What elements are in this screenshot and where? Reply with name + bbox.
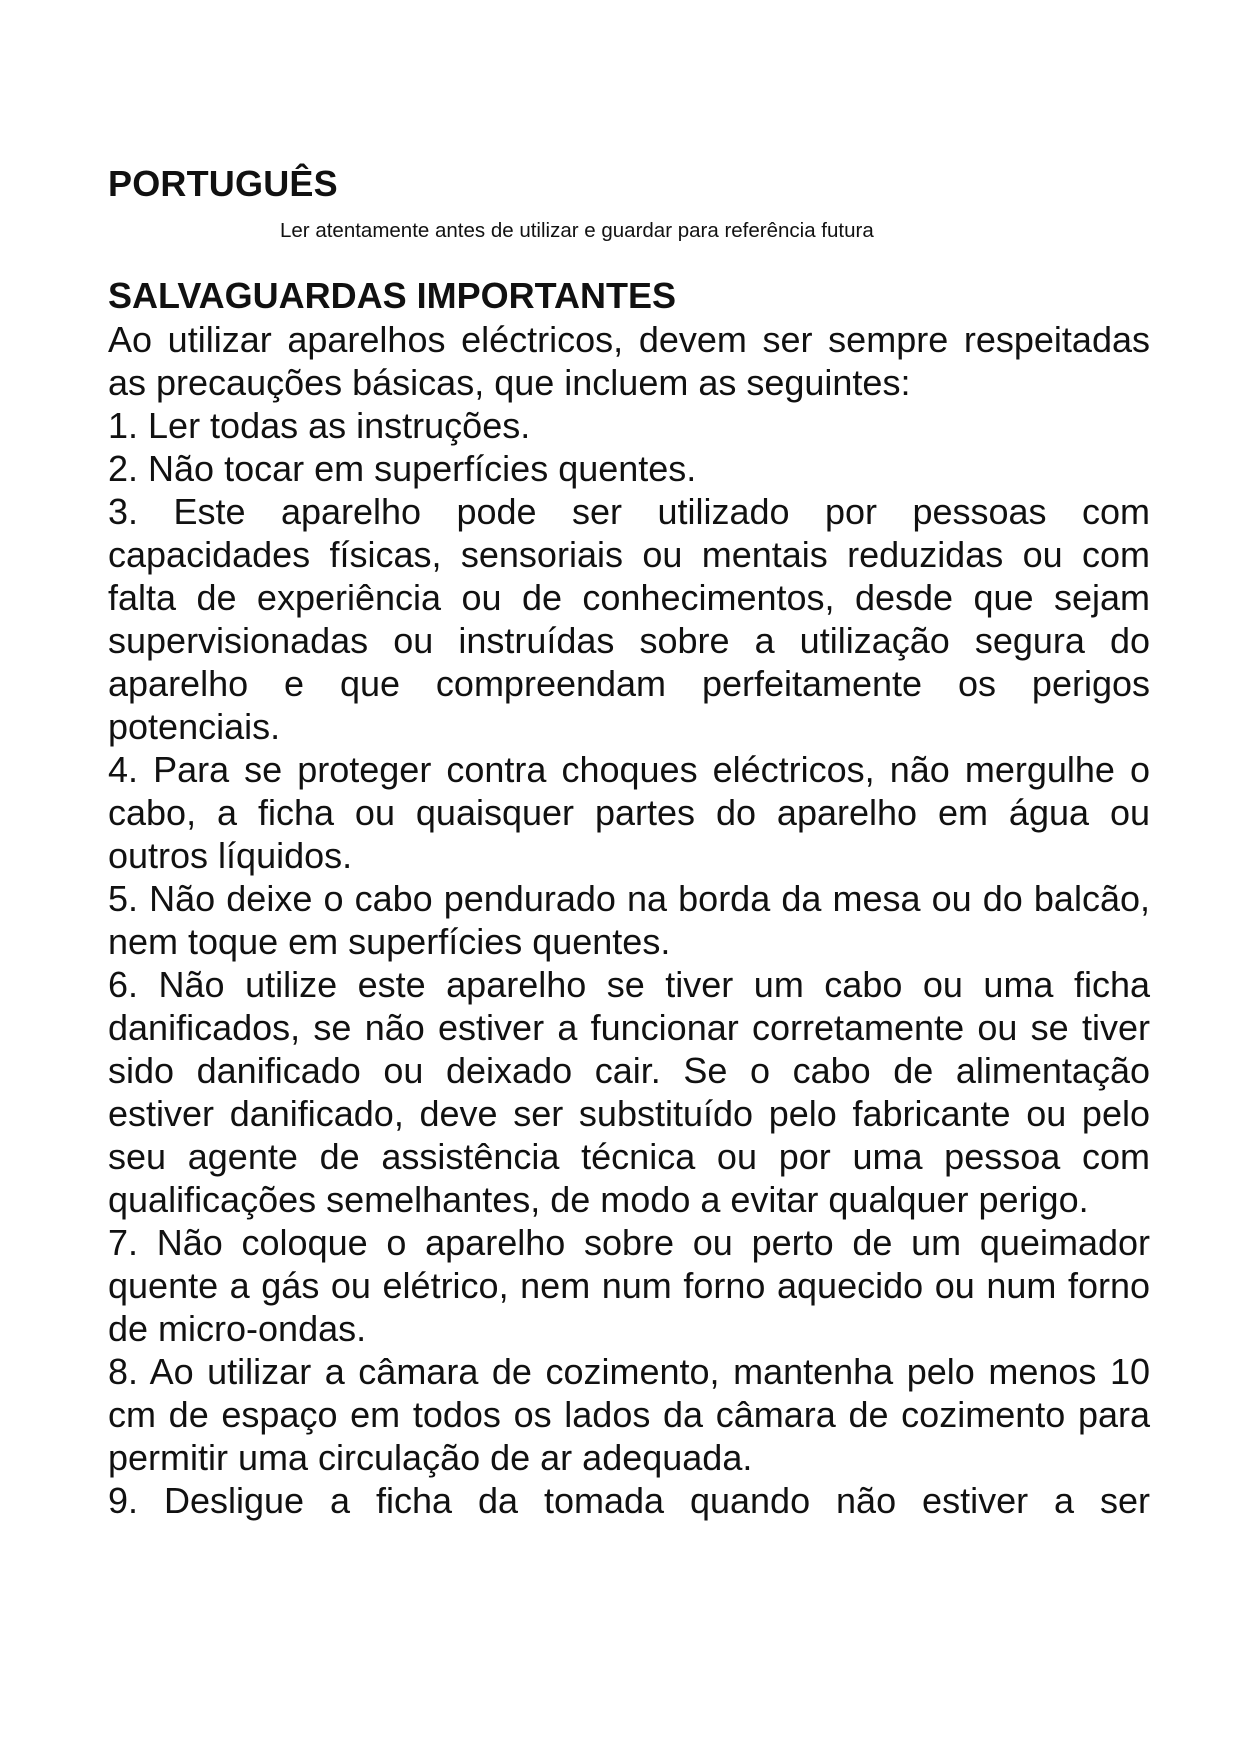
language-heading: PORTUGUÊS <box>108 163 338 204</box>
safeguard-item-2: 2. Não tocar em superfícies quentes. <box>108 448 697 489</box>
safeguards-body <box>108 318 1150 1522</box>
safeguard-item-1: 1. Ler todas as instruções. <box>108 405 531 446</box>
safeguard-item-4: 4. Para se proteger contra choques eléctricos, não mergulhe o cabo, a ficha ou quaisquer partes do aparelho em água ou outros líquidos. <box>108 749 1150 876</box>
safeguard-item-8: 8. Ao utilizar a câmara de cozimento, mantenha pelo menos 10 cm de espaço em todos os lados da câmara de cozimento para permitir uma circulação de ar adequada. <box>108 1351 1150 1478</box>
safeguard-item-5: 5. Não deixe o cabo pendurado na borda da mesa ou do balcão, nem toque em superfícies quentes. <box>108 878 1150 962</box>
intro-paragraph: Ao utilizar aparelhos eléctricos, devem ser sempre respeitadas as precauções básicas, que incluem as seguintes: <box>108 319 1150 403</box>
read-carefully-note: Ler atentamente antes de utilizar e guardar para referência futura <box>280 219 874 242</box>
section-title: SALVAGUARDAS IMPORTANTES <box>108 275 677 316</box>
safeguard-item-7: 7. Não coloque o aparelho sobre ou perto de um queimador quente a gás ou elétrico, nem num forno aquecido ou num forno de micro-ondas. <box>108 1222 1150 1349</box>
safeguard-item-3: 3. Este aparelho pode ser utilizado por pessoas com capacidades físicas, sensoriais ou mentais reduzidas ou com falta de experiência ou de conhecimentos, desde que sejam supervisionadas ou instruídas sobre a utilização segura do aparelho e que compreendam perfeitamente os perigos potenciais. <box>108 491 1150 747</box>
safeguard-item-6: 6. Não utilize este aparelho se tiver um cabo ou uma ficha danificados, se não estiver a funcionar corretamente ou se tiver sido danificado ou deixado cair. Se o cabo de alimentação estiver danificado, deve ser substituído pelo fabricante ou pelo seu agente de assistência técnica ou por uma pessoa com qualificações semelhantes, de modo a evitar qualquer perigo. <box>108 964 1150 1220</box>
safeguard-item-9: 9. Desligue a ficha da tomada quando não estiver a ser <box>108 1480 1150 1521</box>
